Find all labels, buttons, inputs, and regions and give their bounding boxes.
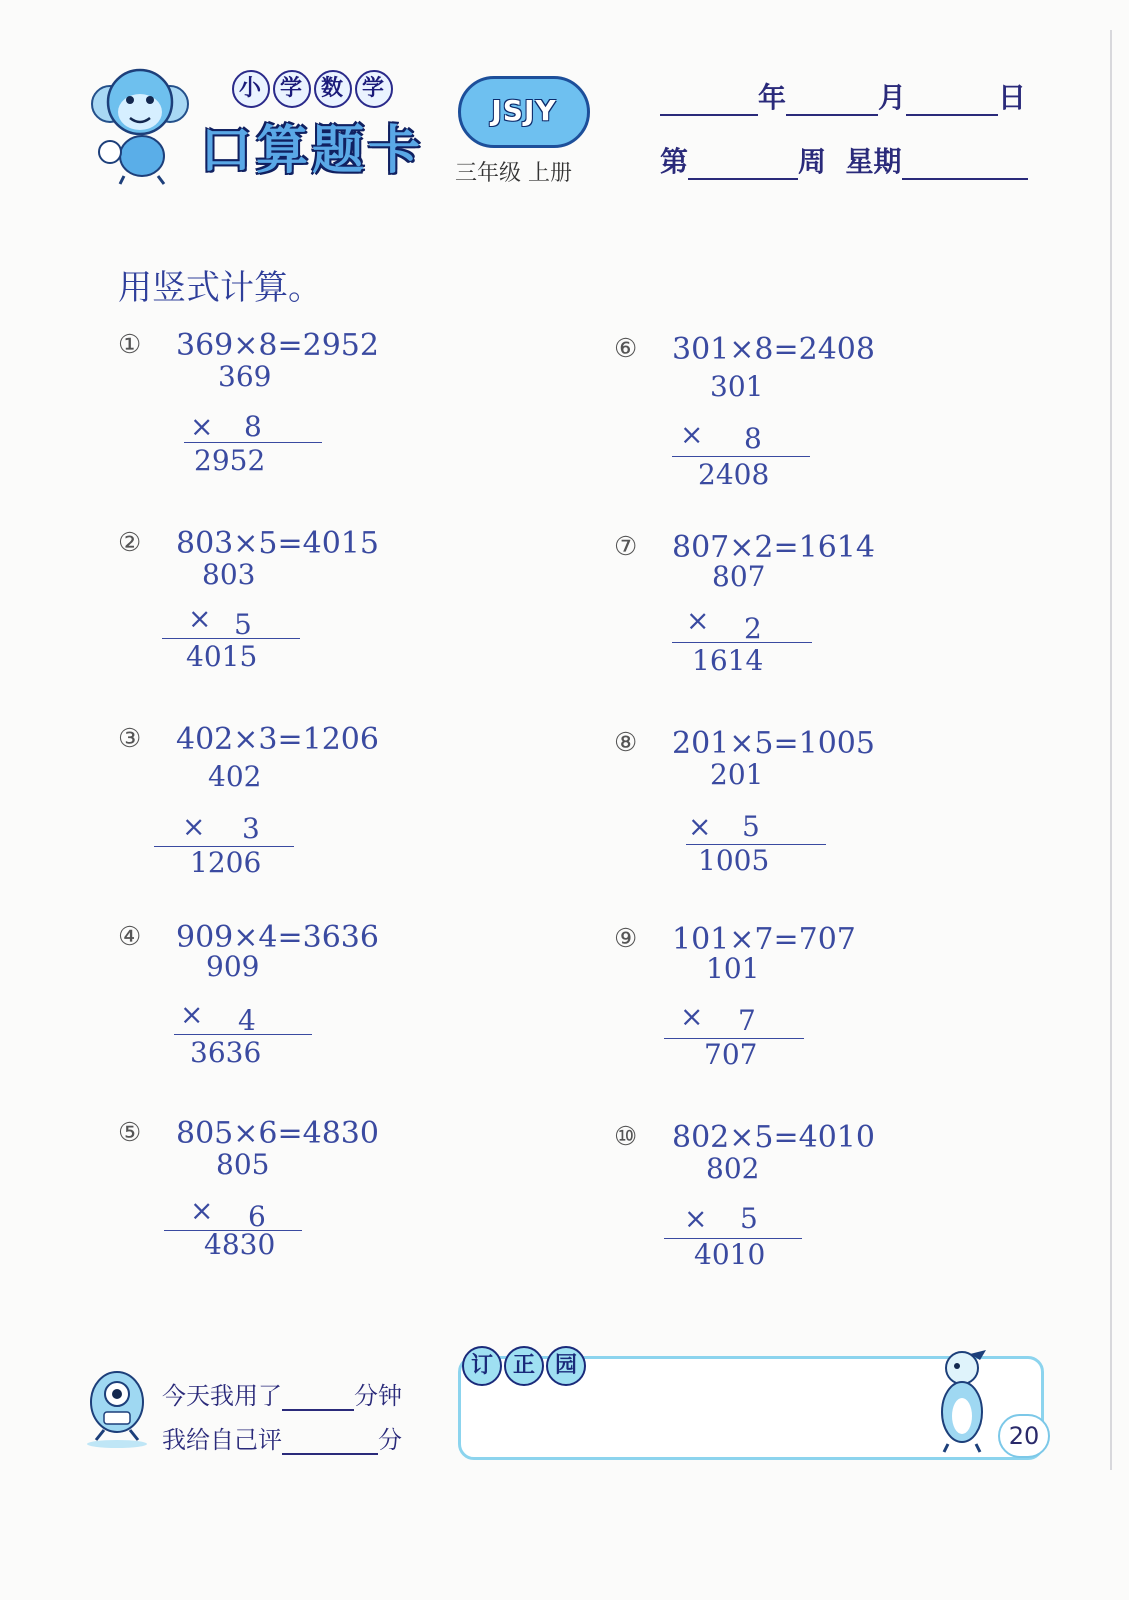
brand-title: 口算题卡 — [200, 121, 425, 181]
problem-equation: 301×8=2408 — [672, 332, 875, 367]
vertical-multiplier: 6 — [248, 1200, 266, 1233]
times-sign: × — [190, 410, 214, 443]
problem-equation: 807×2=1614 — [672, 530, 875, 565]
day-blank[interactable] — [906, 86, 998, 116]
brand-subtitle: 小 学 数 学 — [232, 70, 396, 108]
problem-equation: 802×5=4010 — [672, 1120, 875, 1155]
times-sign: × — [190, 1194, 214, 1227]
week-blank[interactable] — [688, 150, 798, 180]
vertical-result: 1206 — [190, 846, 262, 879]
problem-number: ⑧ — [614, 728, 638, 758]
vertical-multiplicand: 402 — [208, 760, 262, 793]
penguin-mascot-icon — [930, 1346, 996, 1456]
problem-number: ⑦ — [614, 532, 638, 562]
self-score-line: 我给自己评 分 — [162, 1426, 402, 1454]
problem-equation: 805×6=4830 — [176, 1116, 379, 1151]
vertical-multiplier: 4 — [238, 1004, 256, 1037]
date-fields: 年 月 日 — [660, 76, 1026, 116]
weekday-blank[interactable] — [902, 150, 1028, 180]
vertical-multiplier: 8 — [744, 422, 762, 455]
vertical-rule — [174, 1034, 312, 1035]
problem-equation: 803×5=4015 — [176, 526, 379, 561]
problem-number: ⑩ — [614, 1122, 638, 1152]
times-sign: × — [680, 1000, 704, 1033]
problem-1 — [118, 330, 438, 510]
problem-9 — [614, 924, 934, 1104]
vertical-result: 4015 — [186, 640, 258, 673]
problem-number: ③ — [118, 724, 142, 754]
correction-title: 订 正 园 — [462, 1346, 588, 1386]
times-sign: × — [686, 604, 710, 637]
vertical-multiplicand: 369 — [218, 360, 272, 393]
publisher-badge: JSJY — [458, 76, 590, 148]
vertical-result: 707 — [704, 1038, 758, 1071]
vertical-rule — [672, 456, 810, 457]
vertical-rule — [162, 638, 300, 639]
problem-3 — [118, 724, 438, 904]
vertical-multiplicand: 101 — [706, 952, 760, 985]
instruction: 用竖式计算。 — [118, 268, 322, 308]
vertical-result: 2408 — [698, 458, 770, 491]
problem-number: ② — [118, 528, 142, 558]
vertical-result: 1614 — [692, 644, 764, 677]
problem-5 — [118, 1118, 438, 1298]
problem-2 — [118, 528, 438, 708]
vertical-multiplier: 5 — [740, 1202, 758, 1235]
vertical-result: 4010 — [694, 1238, 766, 1271]
vertical-multiplicand: 301 — [710, 370, 764, 403]
problem-10 — [614, 1122, 934, 1302]
times-sign: × — [680, 418, 704, 451]
problem-equation: 101×7=707 — [672, 922, 856, 957]
month-blank[interactable] — [786, 86, 878, 116]
vertical-multiplier: 5 — [234, 608, 252, 641]
year-blank[interactable] — [660, 86, 758, 116]
time-blank[interactable] — [282, 1385, 354, 1411]
vertical-multiplicand: 803 — [202, 558, 256, 591]
vertical-multiplicand: 805 — [216, 1148, 270, 1181]
time-spent-line: 今天我用了 分钟 — [162, 1382, 402, 1410]
times-sign: × — [180, 998, 204, 1031]
vertical-multiplicand: 909 — [206, 950, 260, 983]
vertical-multiplier: 3 — [242, 812, 260, 845]
vertical-multiplier: 7 — [738, 1004, 756, 1037]
times-sign: × — [688, 810, 712, 843]
vertical-multiplier: 8 — [244, 410, 262, 443]
vertical-multiplicand: 201 — [710, 758, 764, 791]
problem-equation: 369×8=2952 — [176, 328, 379, 363]
times-sign: × — [188, 602, 212, 635]
times-sign: × — [684, 1202, 708, 1235]
monkey-mascot-icon — [84, 56, 194, 186]
page-number: 20 — [998, 1414, 1050, 1458]
problem-6 — [614, 334, 934, 514]
problem-number: ⑨ — [614, 924, 638, 954]
problem-8 — [614, 728, 934, 908]
times-sign: × — [182, 810, 206, 843]
problem-number: ⑥ — [614, 334, 638, 364]
problem-7 — [614, 532, 934, 712]
week-fields: 第 周 星期 — [660, 140, 1028, 180]
grade-label: 三年级 上册 — [455, 161, 572, 186]
problem-number: ① — [118, 330, 142, 360]
score-blank[interactable] — [282, 1429, 378, 1455]
problem-equation: 201×5=1005 — [672, 726, 875, 761]
vertical-multiplier: 5 — [742, 810, 760, 843]
problem-equation: 909×4=3636 — [176, 920, 379, 955]
vertical-rule — [184, 442, 322, 443]
vertical-multiplicand: 807 — [712, 560, 766, 593]
problem-number: ⑤ — [118, 1118, 142, 1148]
vertical-result: 1005 — [698, 844, 770, 877]
problem-4 — [118, 922, 438, 1102]
problem-equation: 402×3=1206 — [176, 722, 379, 757]
vertical-multiplier: 2 — [744, 612, 762, 645]
vertical-rule — [672, 642, 812, 643]
vertical-result: 3636 — [190, 1036, 262, 1069]
vertical-result: 4830 — [204, 1228, 276, 1261]
problem-number: ④ — [118, 922, 142, 952]
vertical-multiplicand: 802 — [706, 1152, 760, 1185]
vertical-result: 2952 — [194, 444, 266, 477]
page-edge-rule — [1110, 30, 1112, 1470]
robot-mascot-icon — [82, 1364, 152, 1448]
